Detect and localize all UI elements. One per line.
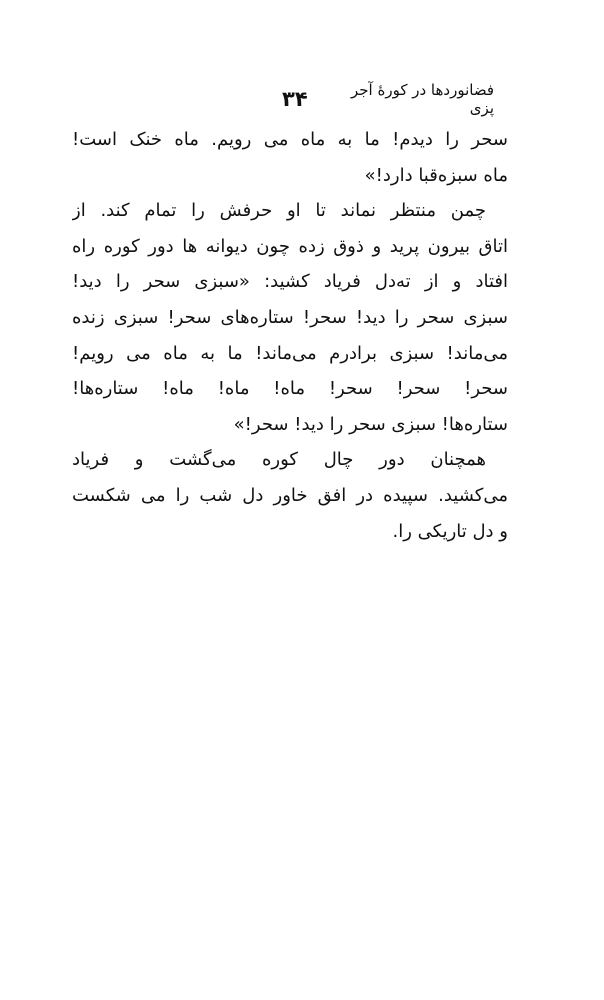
text-line: چمن منتظر نماند تا او حرفش را تمام کند. از	[72, 200, 486, 222]
page-number: ۳۴	[282, 87, 308, 111]
text-line: همچنان دور چال کوره می‌گشت و فریاد	[72, 449, 486, 471]
text-line: می‌کشید. سپیده در افق خاور دل شب را می شکست	[72, 484, 508, 506]
text-line: ماه سبزه‌قبا دارد!»	[364, 164, 508, 186]
body-text	[72, 122, 508, 549]
text-line: افتاد و از ته‌دل فریاد کشید: «سبزی سحر را دید!	[72, 271, 508, 293]
text-line: سحر! سحر! سحر! ماه! ماه! ماه! ستاره‌ها!	[72, 378, 508, 400]
book-title: فضانوردها در کورۀ آجر پزی	[350, 81, 494, 117]
text-line: ستاره‌ها! سبزی سحر را دید! سحر!»	[233, 413, 508, 435]
text-line: و دل تاریکی را.	[392, 520, 508, 542]
text-line: سبزی سحر را دید! سحر! ستاره‌های سحر! سبزی زنده	[72, 306, 508, 328]
running-head	[262, 81, 494, 117]
text-line: می‌ماند! سبزی برادرم می‌ماند! ما به ماه می رویم!	[72, 342, 508, 364]
text-line: اتاق بیرون پرید و ذوق زده چون دیوانه ها دور کوره راه	[72, 235, 508, 257]
text-line: سحر را دیدم! ما به ماه می رویم. ماه خنک است!	[72, 129, 508, 150]
